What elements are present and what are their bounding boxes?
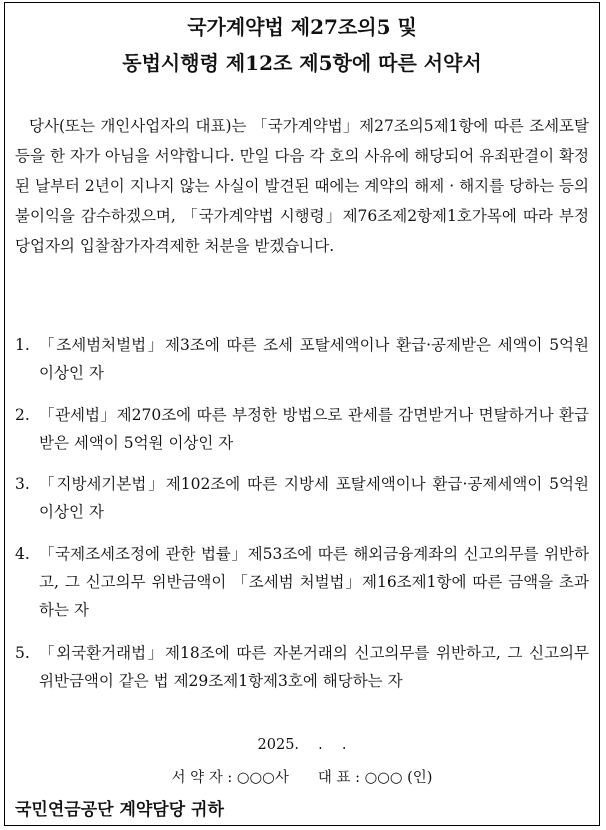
document-title-line2: 동법시행령 제12조 제5항에 따른 서약서 [122,51,482,75]
document-title-line1: 국가계약법 제27조의5 및 [187,15,417,39]
item-number: 2. [15,406,30,424]
list-item [15,470,589,526]
recipient-line: 국민연금공단 계약담당 귀하 [15,800,224,820]
list-item [15,331,589,387]
pledge-document [4,2,600,826]
item-text: 「지방세기본법」제102조에 따른 지방세 포탈세액이나 환급·공제세액이 5억원 이상인 자 [39,475,589,521]
list-item [15,401,589,457]
item-text: 「관세법」제270조에 따른 부정한 방법으로 관세를 감면받거나 면탈하거나 환급받은 세액이 5억원 이상인 자 [39,406,589,452]
list-item [15,540,589,624]
item-text: 「조세범처벌법」제3조에 따른 조세 포탈세액이나 환급·공제받은 세액이 5억원 이상인 자 [39,336,589,382]
signature-date: 2025. . . [257,737,347,753]
intro-paragraph: 당사(또는 개인사업자의 대표)는 「국가계약법」제27조의5제1항에 따른 조세포탈 등을 한 자가 아님을 서약합니다. 만일 다음 각 호의 사유에 해당되어 유죄판결이 확정된 날부터 2년이 지나지 않는 사실이 발견된 때에는 계약의 해제 · 해지를 당하는 등의 불이익을 감수하겠으며, 「국가계약법 시행령」제76조제2항제1호가목에 따라 부정당업자의 입찰참가자격제한 처분을 받겠습니다. [15,117,589,255]
signer-line: 서 약 자 : ○○○사 대 표 : ○○○ (인) [171,770,433,786]
item-number: 3. [15,475,30,493]
item-number: 1. [15,336,30,354]
list-item [15,639,589,695]
item-number: 4. [15,545,30,563]
item-number: 5. [15,644,30,662]
item-text: 「국제조세조정에 관한 법률」제53조에 따른 해외금융계좌의 신고의무를 위반하고, 그 신고의무 위반금액이 「조세범 처벌법」제16조제1항에 따른 금액을 초과하는 자 [39,545,589,619]
item-text: 「외국환거래법」제18조에 따른 자본거래의 신고의무를 위반하고, 그 신고의무 위반금액이 같은 법 제29조제1항제3호에 해당하는 자 [39,644,589,690]
